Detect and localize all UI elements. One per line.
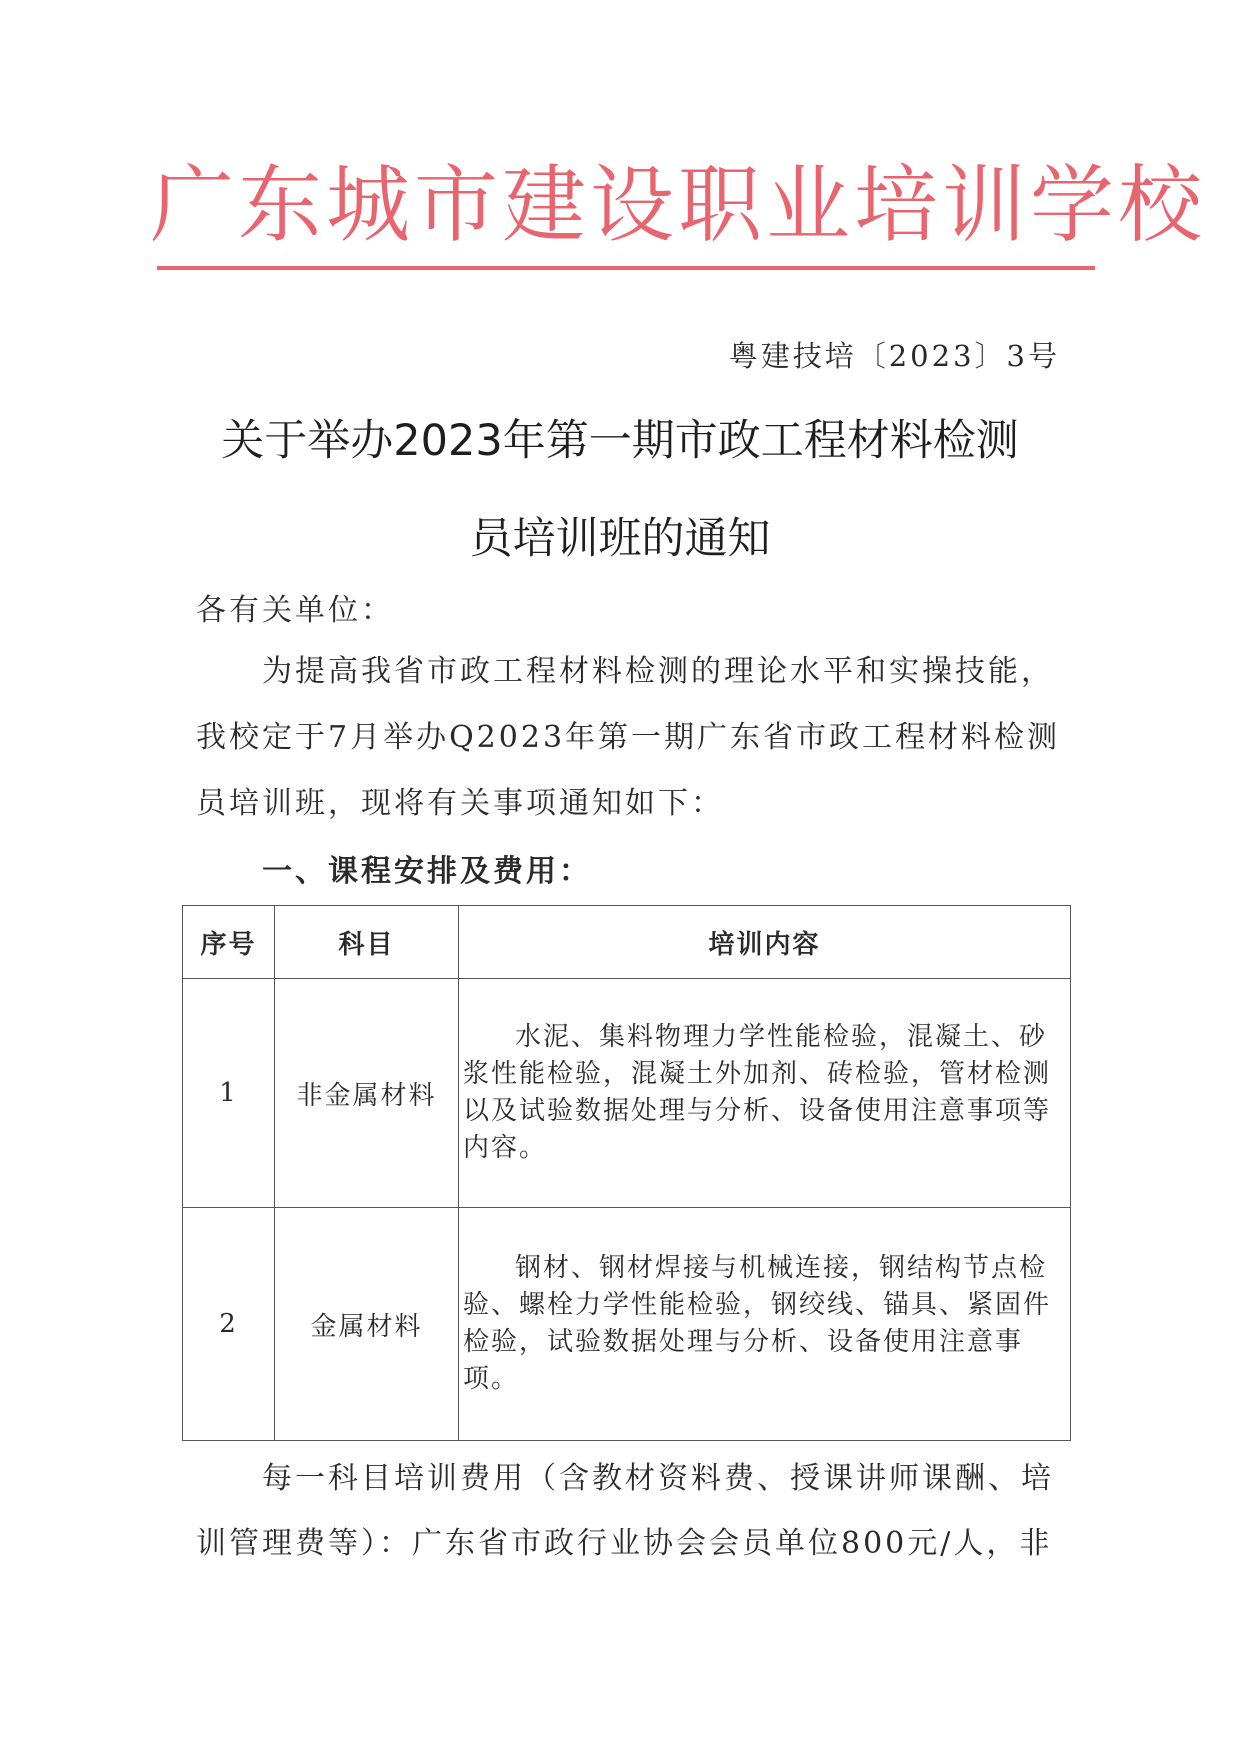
intro-line-1: 为提高我省市政工程材料检测的理论水平和实操技能， xyxy=(262,654,1054,689)
row-content-cell xyxy=(459,979,1071,1208)
row-content: 水泥、集料物理力学性能检验，混凝土、砂浆性能检验，混凝土外加剂、砖检验，管材检测以及试验数据处理与分析、设备使用注意事项等内容。 xyxy=(463,1022,1052,1163)
table-row xyxy=(183,1208,1071,1441)
header-content: 培训内容 xyxy=(459,906,1071,979)
row-subject: 非金属材料 xyxy=(275,979,459,1208)
table-row xyxy=(183,979,1071,1208)
notice-title-line-2: 员培训班的通知 xyxy=(469,514,771,564)
salutation: 各有关单位： xyxy=(196,593,394,628)
row-content-cell xyxy=(459,1208,1071,1441)
section-heading-courses: 一、课程安排及费用： xyxy=(262,854,592,889)
masthead-divider xyxy=(157,266,1095,270)
document-number: 粤建技培〔2023〕3号 xyxy=(728,339,1060,373)
header-number: 序号 xyxy=(183,906,275,979)
row-content: 钢材、钢材焊接与机械连接，钢结构节点检验、螺栓力学性能检验，钢绞线、锚具、紧固件检验，试验数据处理与分析、设备使用注意事项。 xyxy=(463,1253,1052,1394)
notice-title-line-1: 关于举办2023年第一期市政工程材料检测 xyxy=(221,416,1019,466)
table-header-row xyxy=(183,906,1071,979)
row-number: 2 xyxy=(183,1208,275,1441)
fee-line-2: 训管理费等）：广东省市政行业协会会员单位800元/人，非 xyxy=(196,1526,1053,1561)
row-subject: 金属材料 xyxy=(275,1208,459,1441)
row-number: 1 xyxy=(183,979,275,1208)
fee-line-1: 每一科目培训费用（含教材资料费、授课讲师课酬、培 xyxy=(262,1461,1054,1496)
school-masthead: 广东城市建设职业培训学校 xyxy=(150,156,1207,254)
course-table xyxy=(182,905,1071,1441)
intro-line-2: 我校定于7月举办Q2023年第一期广东省市政工程材料检测 xyxy=(196,720,1061,755)
header-subject: 科目 xyxy=(275,906,459,979)
intro-line-3: 员培训班，现将有关事项通知如下： xyxy=(196,786,724,821)
